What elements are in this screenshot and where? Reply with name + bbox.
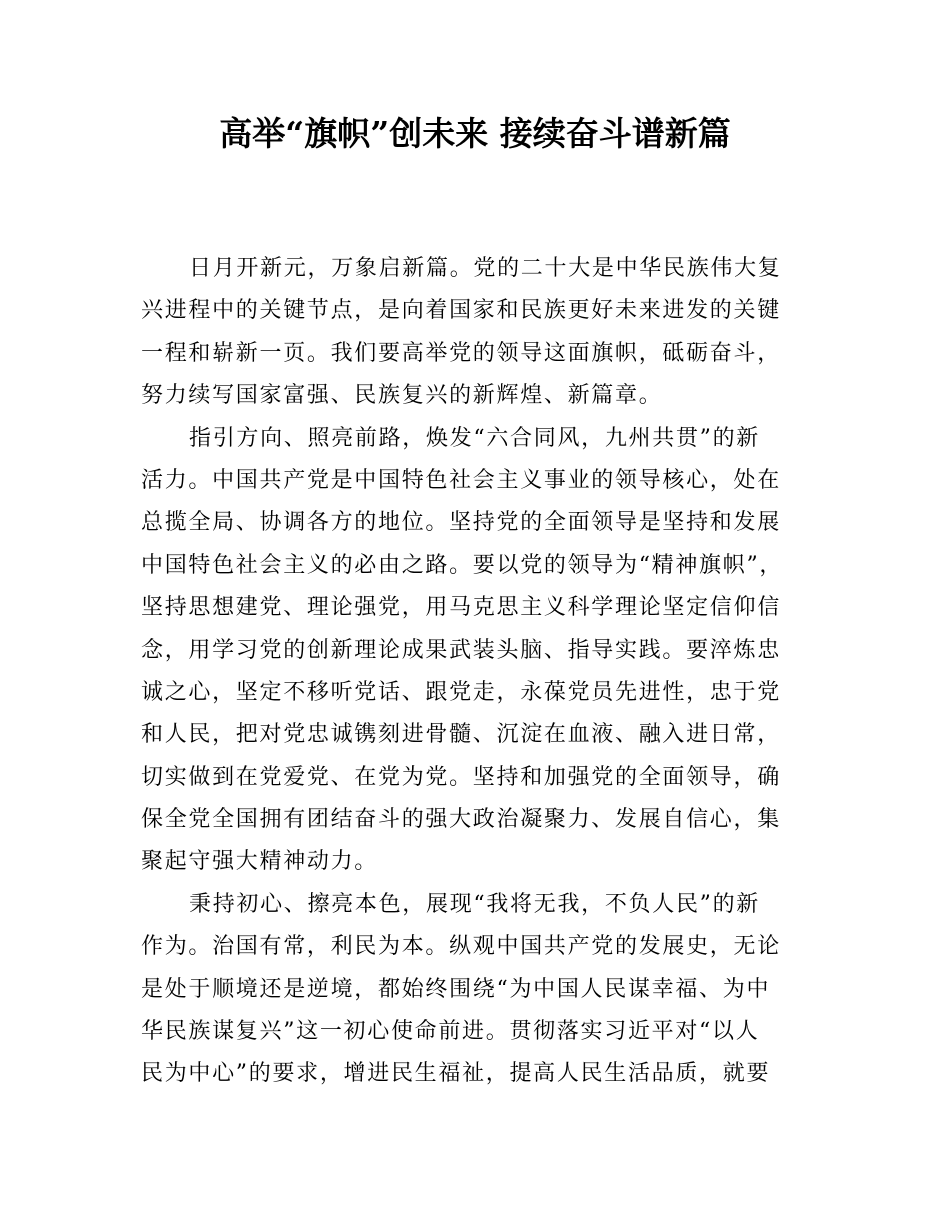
paragraph — [141, 884, 813, 1096]
text-line: 诚之心，坚定不移听党话、跟党走，永葆党员先进性，忠于党 — [141, 679, 781, 705]
text-line: 中国特色社会主义的必由之路。要以党的领导为“精神旗帜”， — [141, 552, 784, 578]
text-line: 指引方向、照亮前路，焕发“六合同风，九州共贯”的新 — [189, 425, 760, 451]
text-line: 作为。治国有常，利民为本。纵观中国共产党的发展史，无论 — [141, 934, 781, 960]
text-line: 是处于顺境还是逆境，都始终围绕“为中国人民谋幸福、为中 — [141, 976, 771, 1002]
text-line: 保全党全国拥有团结奋斗的强大政治凝聚力、发展自信心，集 — [141, 807, 781, 833]
text-line: 念，用学习党的创新理论成果武装头脑、指导实践。要淬炼忠 — [141, 637, 781, 663]
text-line: 日月开新元，万象启新篇。党的二十大是中华民族伟大复 — [189, 256, 782, 281]
document-body — [141, 248, 813, 1096]
text-line: 和人民，把对党忠诚镌刻进骨髓、沉淀在血液、融入进日常， — [141, 722, 781, 748]
text-line: 民为中心”的要求，增进民生福祉，提高人民生活品质，就要 — [141, 1061, 771, 1087]
text-line: 切实做到在党爱党、在党为党。坚持和加强党的全面领导，确 — [141, 764, 781, 790]
text-line: 秉持初心、擦亮本色，展现“我将无我，不负人民”的新 — [189, 891, 760, 917]
text-line: 坚持思想建党、理论强党，用马克思主义科学理论坚定信仰信 — [141, 595, 781, 621]
text-line: 活力。中国共产党是中国特色社会主义事业的领导核心，处在 — [141, 467, 781, 493]
text-line: 一程和崭新一页。我们要高举党的领导这面旗帜，砥砺奋斗， — [141, 340, 781, 366]
text-line: 努力续写国家富强、民族复兴的新辉煌、新篇章。 — [141, 383, 663, 409]
text-line: 兴进程中的关键节点，是向着国家和民族更好未来进发的关键 — [141, 298, 781, 324]
paragraph — [141, 418, 813, 884]
text-line: 总揽全局、协调各方的地位。坚持党的全面领导是坚持和发展 — [141, 510, 781, 536]
text-line: 华民族谋复兴”这一初心使命前进。贯彻落实习近平对“以人 — [141, 1019, 760, 1045]
paragraph — [141, 248, 813, 418]
text-line: 聚起守强大精神动力。 — [141, 849, 379, 875]
document-title: 高举“旗帜”创未来 接续奋斗谱新篇 — [219, 114, 731, 153]
